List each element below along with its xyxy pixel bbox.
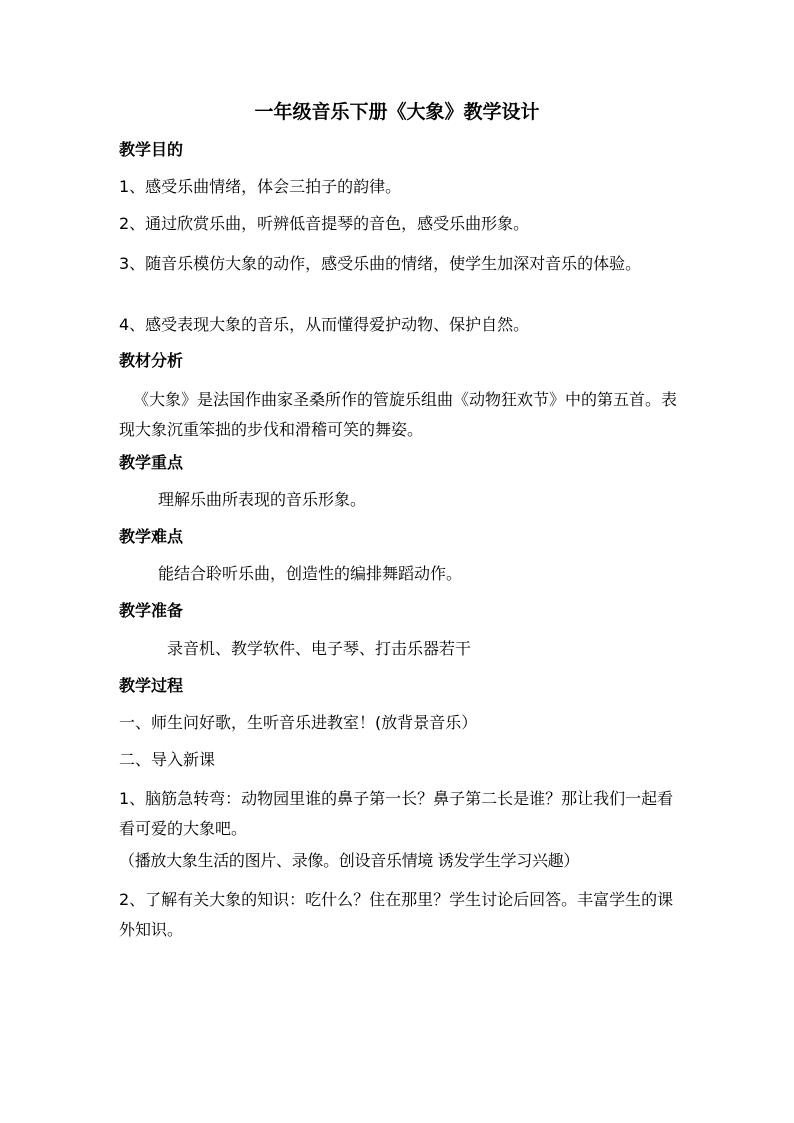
process-item-1: 一、师生问好歌，生听音乐进教室！(放背景音乐） bbox=[119, 713, 478, 732]
goal-item-3: 3、随音乐模仿大象的动作，感受乐曲的情绪，使学生加深对音乐的体验。 bbox=[119, 254, 642, 273]
key-point-text: 理解乐曲所表现的音乐形象。 bbox=[158, 490, 367, 509]
process-item-3: 1、脑筋急转弯：动物园里谁的鼻子第一长？鼻子第二长是谁？那让我们一起看看可爱的大象吧。 bbox=[119, 789, 674, 838]
goal-item-1: 1、感受乐曲情绪，体会三拍子的韵律。 bbox=[119, 177, 402, 196]
process-item-5: 2、了解有关大象的知识：吃什么？住在那里？学生讨论后回答。丰富学生的课外知识。 bbox=[119, 890, 674, 939]
process-item-2: 二、导入新课 bbox=[119, 750, 216, 769]
analysis-text: 《大象》是法国作曲家圣桑所作的管旋乐组曲《动物狂欢节》中的第五首。表现大象沉重笨拙的步伐和滑稽可笑的舞姿。 bbox=[119, 390, 678, 439]
process-item-4: （播放大象生活的图片、录像。创设音乐情境 诱发学生学习兴趣） bbox=[119, 851, 580, 870]
preparation-text: 录音机、教学软件、电子琴、打击乐器若干 bbox=[167, 639, 472, 658]
heading-preparation: 教学准备 bbox=[119, 601, 184, 620]
heading-difficulty: 教学难点 bbox=[119, 527, 184, 546]
heading-goals: 教学目的 bbox=[119, 140, 184, 159]
goal-item-2: 2、通过欣赏乐曲，听辨低音提琴的音色，感受乐曲形象。 bbox=[119, 214, 530, 233]
heading-analysis: 教材分析 bbox=[119, 351, 184, 370]
heading-process: 教学过程 bbox=[119, 676, 184, 695]
goal-item-4: 4、感受表现大象的音乐，从而懂得爱护动物、保护自然。 bbox=[119, 315, 530, 334]
document-title: 一年级音乐下册《大象》教学设计 bbox=[254, 101, 540, 123]
heading-key-point: 教学重点 bbox=[119, 453, 184, 472]
difficulty-text: 能结合聆听乐曲，创造性的编排舞蹈动作。 bbox=[158, 564, 463, 583]
